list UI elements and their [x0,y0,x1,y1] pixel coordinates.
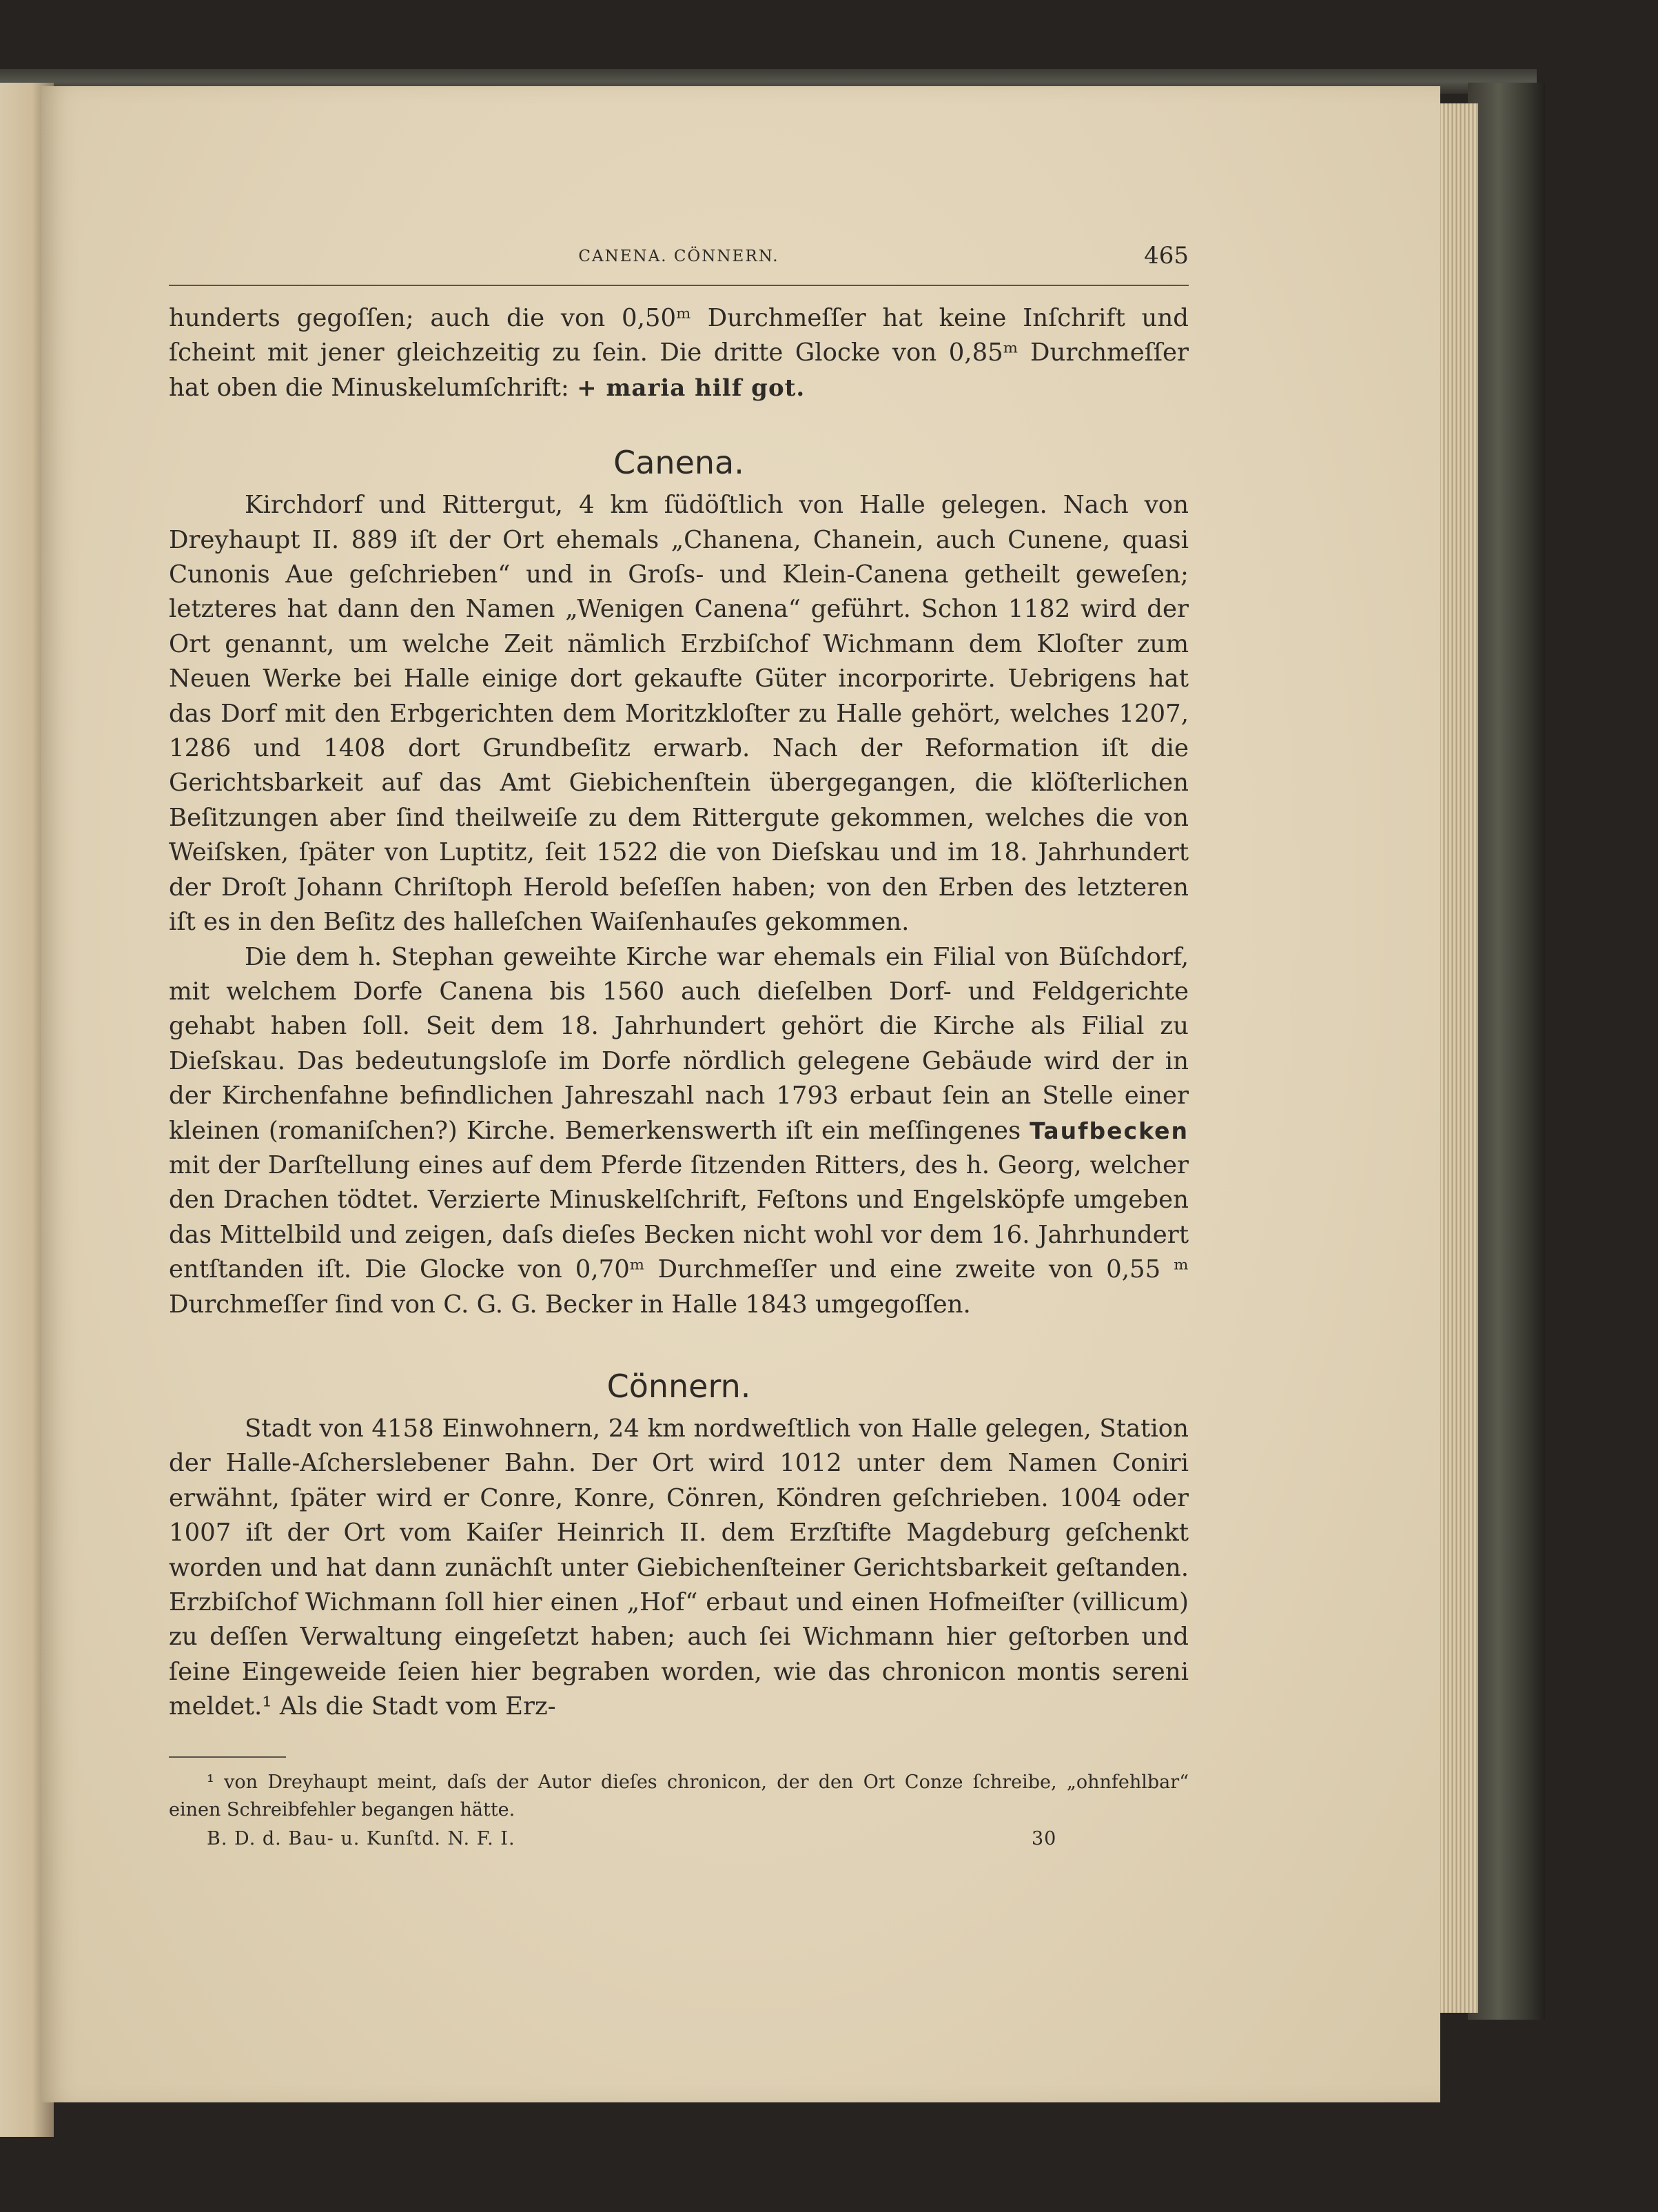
bell-inscription: + maria hilf got. [577,374,806,402]
emphasis-taufbecken: Taufbecken [1030,1117,1189,1144]
intro-text: hunderts gegoſſen; auch die von 0,50ᵐ Durchmeſſer hat keine Inſchrift und ſcheint mit jener gleichzeitig zu ſein. Die dritte Glocke von 0,85ᵐ Durchmeſſer hat oben die Minuskelumſchrift: [169,304,1189,402]
body-text [169,301,1189,1725]
canena-paragraph-2-start: Die dem h. Stephan geweihte Kirche war ehemals ein Filial von Büſchdorf, mit welchem Dorfe Canena bis 1560 auch dieſelben Dorf- und Feldgerichte gehabt haben ſoll. Seit dem 18. Jahrhundert gehört die Kirche als Filial zu Dieſskau. Das bedeutungsloſe im Dorfe nördlich gelegene Gebäude wird der in der Kirchenfahne befindlichen Jahreszahl nach 1793 erbaut ſein an Stelle einer kleinen (romaniſchen?) Kirche. Bemerkenswerth iſt ein meſſingenes [169,942,1189,1145]
signature-title: B. D. d. Bau- u. Kunſtd. N. F. I. [207,1827,515,1849]
running-head: CANENA. CÖNNERN. [578,247,779,265]
section-heading-canena: Canena. [613,444,744,482]
footnote-1: ¹ von Dreyhaupt meint, daſs der Autor dieſes chronicon, der den Ort Conze ſchreibe, „ohnfehlbar“ einen Schreibfehler begangen hätte. [169,1771,1189,1820]
footnote-divider [169,1756,286,1758]
printer-signature [169,1828,1189,1860]
signature-number: 30 [1032,1827,1057,1849]
page-number: 465 [1144,242,1189,270]
page-content [169,238,1189,1860]
coennern-paragraph-1: Stadt von 4158 Einwohnern, 24 km nordweſtlich von Halle gelegen, Station der Halle-Aſcherslebener Bahn. Der Ort wird 1012 unter dem Namen Coniri erwähnt, ſpäter wird er Conre, Konre, Cönren, Köndren geſchrieben. 1004 oder 1007 iſt der Ort vom Kaiſer Heinrich II. dem Erzſtifte Magdeburg geſchenkt worden und hat dann zunächſt unter Giebichenſteiner Gerichtsbarkeit geſtanden. Erzbiſchof Wichmann ſoll hier einen „Hof“ erbaut und einen Hofmeiſter (villicum) zu deſſen Verwaltung eingeſetzt haben; auch ſei Wichmann hier geſtorben und ſeine Eingeweide ſeien hier begraben worden, wie das chronicon montis sereni meldet.¹ Als die Stadt vom Erz- [169,1414,1189,1721]
canena-paragraph-2-end: mit der Darſtellung eines auf dem Pferde ſitzenden Ritters, des h. Georg, welcher den Drachen tödtet. Verzierte Minuskelſchrift, Feſtons und Engelsköpfe umgeben das Mittelbild und zeigen, daſs dieſes Becken nicht wohl vor dem 16. Jahrhundert entſtanden iſt. Die Glocke von 0,70ᵐ Durchmeſſer und eine zweite von 0,55 ᵐ Durchmeſſer ſind von C. G. G. Becker in Halle 1843 umgegoſſen. [169,1150,1189,1319]
canena-paragraph-2 [169,940,1189,1322]
book-cover-right-edge [1468,83,1545,2020]
page-stack-edges [1437,103,1478,2013]
page-header [169,238,1189,286]
intro-paragraph [169,301,1189,405]
canena-paragraph-1: Kirchdorf und Rittergut, 4 km ſüdöſtlich von Halle gelegen. Nach von Dreyhaupt II. 889 iſt der Ort ehemals „Chanena, Chanein, auch Cunene, quasi Cunonis Aue geſchrieben“ und in Groſs- und Klein-Canena getheilt geweſen; letzteres hat dann den Namen „Wenigen Canena“ geführt. Schon 1182 wird der Ort genannt, um welche Zeit nämlich Erzbiſchof Wichmann dem Kloſter zum Neuen Werke bei Halle einige dort gekaufte Güter incorporirte. Uebrigens hat das Dorf mit den Erbgerichten dem Moritzkloſter zu Halle gehört, welches 1207, 1286 und 1408 dort Grundbeſitz erwarb. Nach der Reformation iſt die Gerichtsbarkeit auf das Amt Giebichenſtein übergegangen, die klöſterlichen Beſitzungen aber ſind theilweiſe zu dem Rittergute gekommen, welches die von Weiſsken, ſpäter von Luptitz, ſeit 1522 die von Dieſskau und im 18. Jahrhundert der Droſt Johann Chriſtoph Herold beſeſſen haben; von den Erben des letzteren iſt es in den Beſitz des halleſchen Waiſenhauſes gekommen. [169,491,1189,937]
footnotes [169,1769,1189,1824]
section-heading-coennern: Cönnern. [606,1367,751,1405]
